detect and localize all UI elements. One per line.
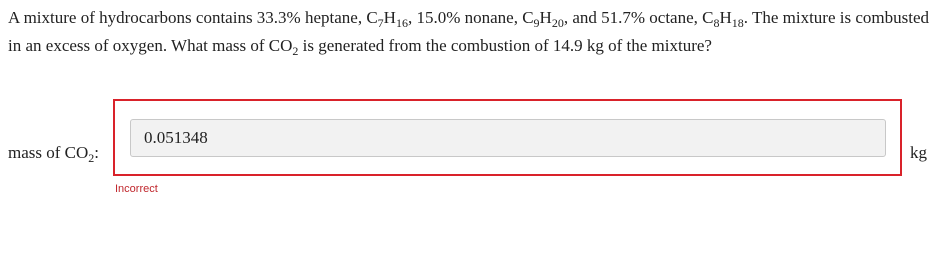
subscript: 16 [395, 16, 408, 30]
subscript: 18 [731, 16, 744, 30]
subscript: 2 [292, 44, 299, 58]
question-part: . The mixture is combusted in an excess of oxygen. What mass of CO [8, 8, 930, 55]
unit-label: kg [910, 143, 927, 162]
question-text [8, 4, 933, 60]
subscript: 8 [713, 16, 720, 30]
question-part: , 15.0% nonane, C [407, 8, 534, 27]
question-part: , and 51.7% octane, C [563, 8, 714, 27]
question-part: H [719, 8, 732, 27]
subscript: 20 [551, 16, 564, 30]
question-part: H [539, 8, 552, 27]
answer-box-incorrect [113, 99, 902, 176]
answer-label-suffix: : [94, 143, 100, 162]
subscript: 2 [88, 151, 95, 165]
question-part: H [383, 8, 396, 27]
answer-input[interactable] [130, 119, 886, 157]
subscript: 9 [533, 16, 540, 30]
question-part: is generated from the combustion of 14.9 kg of the mixture? [298, 36, 712, 55]
feedback-status: Incorrect [115, 183, 158, 195]
subscript: 7 [377, 16, 384, 30]
answer-label-prefix: mass of CO [8, 143, 89, 162]
answer-label [8, 141, 99, 165]
question-part: A mixture of hydrocarbons contains 33.3% heptane, C [8, 8, 378, 27]
